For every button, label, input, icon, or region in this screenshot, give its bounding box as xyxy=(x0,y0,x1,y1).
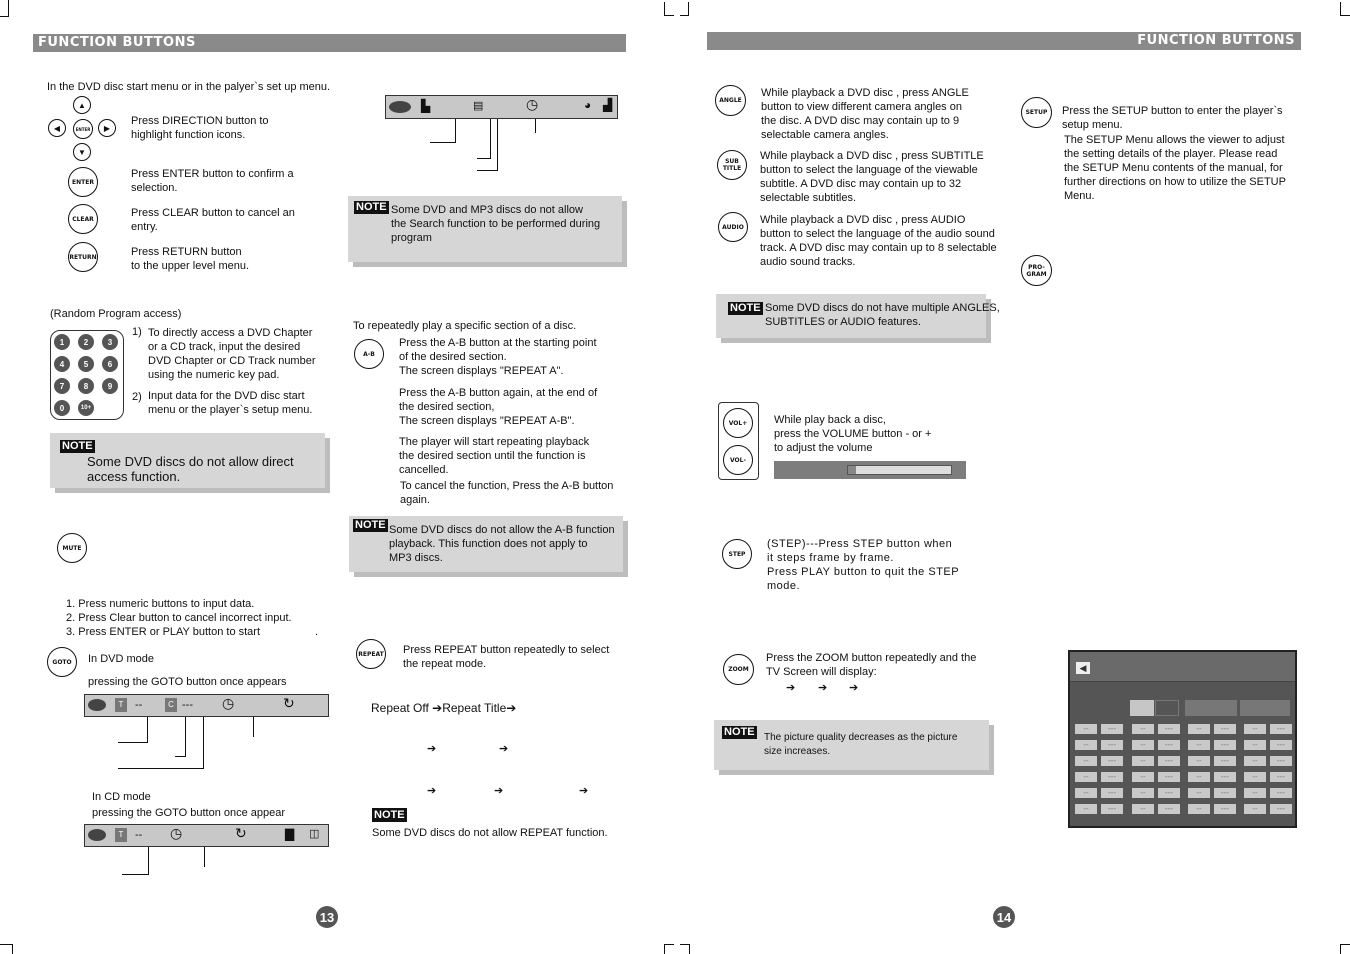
program-slot[interactable]: -- xyxy=(1244,724,1266,734)
repeat-note-tag: NOTE xyxy=(374,809,405,821)
repeat-arrow: ➔ xyxy=(427,785,437,797)
crop-mark xyxy=(0,16,9,17)
program-grid-screen xyxy=(1068,650,1297,828)
ab-button[interactable]: A-B xyxy=(354,339,384,369)
search-bar xyxy=(385,95,618,119)
crop-mark xyxy=(1340,944,1350,945)
grid-tab xyxy=(1155,700,1179,716)
goto-dvd-bar xyxy=(84,694,329,717)
random-step1-text: To directly access a DVD Chapter or a CD track, input the desired DVD Chapter or CD Track number using the numeric key pad. xyxy=(148,327,316,381)
program-slot[interactable]: --- xyxy=(1101,724,1123,734)
program-slot[interactable]: --- xyxy=(1270,772,1292,782)
goto-cd-mode: In CD mode xyxy=(92,791,151,803)
key-4[interactable]: 4 xyxy=(54,356,70,372)
key-10plus[interactable]: 10+ xyxy=(78,400,94,416)
program-slot[interactable]: -- xyxy=(1132,740,1154,750)
disc-icon xyxy=(88,829,106,841)
program-slot[interactable]: --- xyxy=(1270,788,1292,798)
program-slot[interactable]: --- xyxy=(1158,724,1180,734)
volume-keys xyxy=(718,402,759,480)
speaker-icon: ◀ xyxy=(1076,662,1090,674)
program-slot[interactable]: --- xyxy=(1158,788,1180,798)
key-1[interactable]: 1 xyxy=(54,334,70,350)
subtitle-text: While playback a DVD disc , press SUBTITLE button to select the language of the viewable subtitle. A DVD disc may contain up to 32 selectable subtitles. xyxy=(760,150,984,204)
enter-button[interactable]: ENTER xyxy=(68,167,98,197)
zoom-button[interactable]: ZOOM xyxy=(723,654,754,685)
goto-button[interactable]: GOTO xyxy=(47,647,77,677)
program-slot[interactable]: -- xyxy=(1075,804,1097,814)
program-slot[interactable]: --- xyxy=(1158,756,1180,766)
note-tag: NOTE xyxy=(62,440,93,452)
program-slot[interactable]: -- xyxy=(1132,724,1154,734)
program-slot[interactable]: --- xyxy=(1270,740,1292,750)
program-button[interactable]: PRO- GRAM xyxy=(1021,255,1052,286)
crop-mark xyxy=(664,944,665,954)
crop-mark xyxy=(664,944,674,945)
program-slot[interactable]: -- xyxy=(1075,740,1097,750)
program-slot[interactable]: -- xyxy=(1244,756,1266,766)
random-step2-text: Input data for the DVD disc start menu or the player`s setup menu. xyxy=(148,390,313,416)
crop-mark xyxy=(689,944,690,954)
note-search: NOTE Some DVD and MP3 discs do not allow the Search function to be performed during program xyxy=(348,196,622,262)
grid-tab-active xyxy=(1130,700,1154,716)
clear-button[interactable]: CLEAR xyxy=(68,204,98,234)
audio-text: While playback a DVD disc , press AUDIO button to select the language of the audio sound track. A DVD disc may contain up to 8 selectable audio sound tracks. xyxy=(760,214,997,268)
grid-tab xyxy=(1185,700,1237,716)
repeat-sequence: Repeat Off ➔Repeat Title➔ xyxy=(371,701,517,715)
ab-text-2: Press the A-B button again, at the end of the desired section, The screen displays "REPEAT A-B". xyxy=(399,387,598,427)
program-slot[interactable]: --- xyxy=(1270,724,1292,734)
program-slot[interactable]: --- xyxy=(1158,772,1180,782)
left-arrow-button[interactable]: ◀ xyxy=(48,119,66,137)
grid-tab xyxy=(1240,700,1290,716)
direction-text: Press DIRECTION button to highlight function icons. xyxy=(131,115,269,141)
program-slot[interactable]: -- xyxy=(1075,772,1097,782)
repeat-icon: ↻ xyxy=(235,825,247,841)
repeat-arrow: ➔ xyxy=(499,743,509,755)
repeat-arrow: ➔ xyxy=(579,785,589,797)
program-slot[interactable]: -- xyxy=(1244,788,1266,798)
key-0[interactable]: 0 xyxy=(54,400,70,416)
crop-mark xyxy=(8,0,9,16)
grid-header xyxy=(1070,652,1295,682)
ab-text-1: Press the A-B button at the starting point of the desired section. The screen displays "REPEAT A". xyxy=(399,337,597,377)
subtitle-button[interactable]: SUB TITLE xyxy=(717,150,747,180)
program-slot[interactable]: --- xyxy=(1101,788,1123,798)
program-slot[interactable]: --- xyxy=(1158,740,1180,750)
program-slot[interactable]: -- xyxy=(1244,772,1266,782)
clear-text: Press CLEAR button to cancel an entry. xyxy=(131,207,295,233)
clock-icon: ◷ xyxy=(170,825,183,841)
key-8[interactable]: 8 xyxy=(78,378,94,394)
down-arrow-button[interactable]: ▼ xyxy=(73,143,91,161)
random-title: (Random Program access) xyxy=(50,308,182,320)
enter-small-button[interactable]: ENTER xyxy=(73,119,93,139)
crop-mark xyxy=(688,2,689,16)
program-slot[interactable]: --- xyxy=(1101,740,1123,750)
angle-button[interactable]: ANGLE xyxy=(715,85,746,116)
crop-mark xyxy=(12,944,13,954)
program-slot[interactable]: -- xyxy=(1132,788,1154,798)
clock-icon: ◷ xyxy=(526,96,539,112)
zoom-text: Press the ZOOM button repeatedly and the TV Screen will display: xyxy=(766,652,977,678)
program-slot[interactable]: --- xyxy=(1270,756,1292,766)
note-tag: NOTE xyxy=(355,519,386,531)
program-slot[interactable]: --- xyxy=(1101,756,1123,766)
program-slot[interactable]: -- xyxy=(1244,804,1266,814)
disc-icon xyxy=(389,101,411,113)
program-slot[interactable]: --- xyxy=(1214,788,1236,798)
volume-bar xyxy=(774,461,966,479)
goto-dvd-mode: In DVD mode xyxy=(88,653,155,665)
track-value: -- xyxy=(135,829,143,841)
page-number-left: 13 xyxy=(316,906,338,928)
enter-text: Press ENTER button to confirm a selection. xyxy=(131,168,294,194)
zoom-arrow: ➔ xyxy=(818,682,828,694)
program-slot[interactable]: -- xyxy=(1188,756,1210,766)
crop-mark xyxy=(1340,15,1350,16)
audio-icon: ◫ xyxy=(309,828,320,840)
program-slot[interactable]: --- xyxy=(1101,804,1123,814)
zoom-arrow: ➔ xyxy=(849,682,859,694)
crop-mark xyxy=(680,15,689,16)
program-slot[interactable]: --- xyxy=(1214,756,1236,766)
program-slot[interactable]: -- xyxy=(1188,740,1210,750)
ab-text-4: To cancel the function, Press the A-B button again. xyxy=(400,480,614,506)
track-icon: T xyxy=(115,828,127,842)
ab-intro: To repeatedly play a specific section of a disc. xyxy=(353,320,577,332)
program-slot[interactable]: --- xyxy=(1214,772,1236,782)
goto-steps: 1. Press numeric buttons to input data. 2. Press Clear button to cancel incorrect input. 3. Press ENTER or PLAY button to start xyxy=(66,598,292,638)
program-slot[interactable]: -- xyxy=(1188,724,1210,734)
program-slot[interactable]: --- xyxy=(1214,804,1236,814)
repeat-button[interactable]: REPEAT xyxy=(356,639,386,669)
program-slot[interactable]: --- xyxy=(1270,804,1292,814)
program-slot[interactable]: -- xyxy=(1132,804,1154,814)
chapter-icon: ▤ xyxy=(473,100,484,112)
key-7[interactable]: 7 xyxy=(54,378,70,394)
repeat-icon: ◕ xyxy=(584,98,592,112)
volume-fill xyxy=(848,466,856,474)
crop-mark xyxy=(1340,2,1341,16)
mute-button[interactable]: MUTE xyxy=(57,533,87,563)
title-icon: ▙ xyxy=(421,99,431,113)
crop-mark xyxy=(664,15,674,16)
chapter-icon: C xyxy=(165,698,177,712)
page-header-right: FUNCTION BUTTONS xyxy=(707,32,1301,50)
program-slot[interactable]: --- xyxy=(1101,772,1123,782)
volume-down-button[interactable]: VOL- xyxy=(723,445,753,475)
program-slot[interactable]: --- xyxy=(1214,724,1236,734)
crop-mark xyxy=(0,944,12,945)
key-2[interactable]: 2 xyxy=(78,334,94,350)
note-direct-access: NOTE Some DVD discs do not allow direct access function. xyxy=(50,433,325,488)
setup-text-1: Press the SETUP button to enter the player`s setup menu. xyxy=(1062,105,1283,131)
volume-up-button[interactable]: VOL+ xyxy=(723,408,753,438)
repeat-arrow: ➔ xyxy=(427,743,437,755)
crop-mark xyxy=(1340,944,1341,954)
chapter-value: --- xyxy=(182,699,193,711)
note-tag: NOTE xyxy=(724,726,755,738)
setup-button[interactable]: SETUP xyxy=(1021,97,1052,128)
note-tag: NOTE xyxy=(356,201,387,213)
angle-text: While playback a DVD disc , press ANGLE button to view different camera angles on the disc. A DVD disc may contain up to 9 selectable camera angles. xyxy=(761,87,969,141)
repeat-text: Press REPEAT button repeatedly to select the repeat mode. xyxy=(403,644,610,670)
goto-dvd-desc: pressing the GOTO button once appears xyxy=(88,676,287,688)
program-slot[interactable]: -- xyxy=(1188,772,1210,782)
repeat-note-text: Some DVD discs do not allow REPEAT function. xyxy=(372,827,608,839)
zoom-arrow: ➔ xyxy=(786,682,796,694)
key-6[interactable]: 6 xyxy=(102,356,118,372)
goto-step3-end: . xyxy=(315,626,319,638)
note-zoom: NOTE The picture quality decreases as the picture size increases. xyxy=(714,720,989,770)
program-slot[interactable]: -- xyxy=(1244,740,1266,750)
up-arrow-button[interactable]: ▲ xyxy=(73,96,91,114)
program-slot[interactable]: -- xyxy=(1075,756,1097,766)
disc-icon xyxy=(88,699,106,711)
program-slot[interactable]: -- xyxy=(1188,804,1210,814)
goto-cd-desc: pressing the GOTO button once appear xyxy=(92,807,286,819)
program-slot[interactable]: -- xyxy=(1132,772,1154,782)
setup-text-2: The SETUP Menu allows the viewer to adjust the setting details of the player. Please read the SETUP Menu contents of the manual, for further directions on how to utilize the SETUP Menu. xyxy=(1064,134,1286,202)
repeat-arrow: ➔ xyxy=(494,785,504,797)
key-9[interactable]: 9 xyxy=(102,378,118,394)
right-arrow-button[interactable]: ▶ xyxy=(98,119,116,137)
numeric-keypad xyxy=(50,330,124,420)
volume-text: While play back a disc, press the VOLUME button - or + to adjust the volume xyxy=(774,414,932,454)
crop-mark xyxy=(664,2,665,16)
note-ab: NOTE Some DVD discs do not allow the A-B function playback. This function does not apply to MP3 discs. xyxy=(349,516,623,572)
key-5[interactable]: 5 xyxy=(78,356,94,372)
return-button[interactable]: RETURN xyxy=(68,242,98,272)
program-slot[interactable]: --- xyxy=(1214,740,1236,750)
title-icon: T xyxy=(115,698,127,712)
page-number-right: 14 xyxy=(993,906,1015,928)
ab-text-3: The player will start repeating playback the desired section until the function is cancelled. xyxy=(399,436,590,476)
direction-intro: In the DVD disc start menu or in the palyer`s set up menu. xyxy=(47,81,331,93)
note-tag: NOTE xyxy=(730,302,761,314)
program-icon: ▇ xyxy=(285,827,295,841)
note-angles: NOTE Some DVD discs do not have multiple ANGLES, SUBTITLES or AUDIO features. xyxy=(716,294,986,338)
step-button[interactable]: STEP xyxy=(722,539,752,569)
program-slot[interactable]: --- xyxy=(1158,804,1180,814)
random-step1-num: 1) xyxy=(132,326,142,338)
step-text: (STEP)---Press STEP button when it steps frame by frame. Press PLAY button to quit the STEP mode. xyxy=(767,538,960,592)
program-slot[interactable]: -- xyxy=(1075,788,1097,798)
return-text: Press RETURN button to the upper level menu. xyxy=(131,246,250,272)
page-header-left: FUNCTION BUTTONS xyxy=(33,34,626,52)
repeat-icon: ↻ xyxy=(283,695,295,711)
program-slot[interactable]: -- xyxy=(1188,788,1210,798)
key-3[interactable]: 3 xyxy=(102,334,118,350)
program-icon: ▟ xyxy=(603,98,613,112)
program-slot[interactable]: -- xyxy=(1132,756,1154,766)
volume-track xyxy=(847,465,952,475)
audio-button[interactable]: AUDIO xyxy=(718,212,748,242)
clock-icon: ◷ xyxy=(222,695,235,711)
title-value: -- xyxy=(135,699,143,711)
random-step2-num: 2) xyxy=(132,391,142,403)
goto-cd-bar xyxy=(84,824,329,847)
program-slot[interactable]: -- xyxy=(1075,724,1097,734)
